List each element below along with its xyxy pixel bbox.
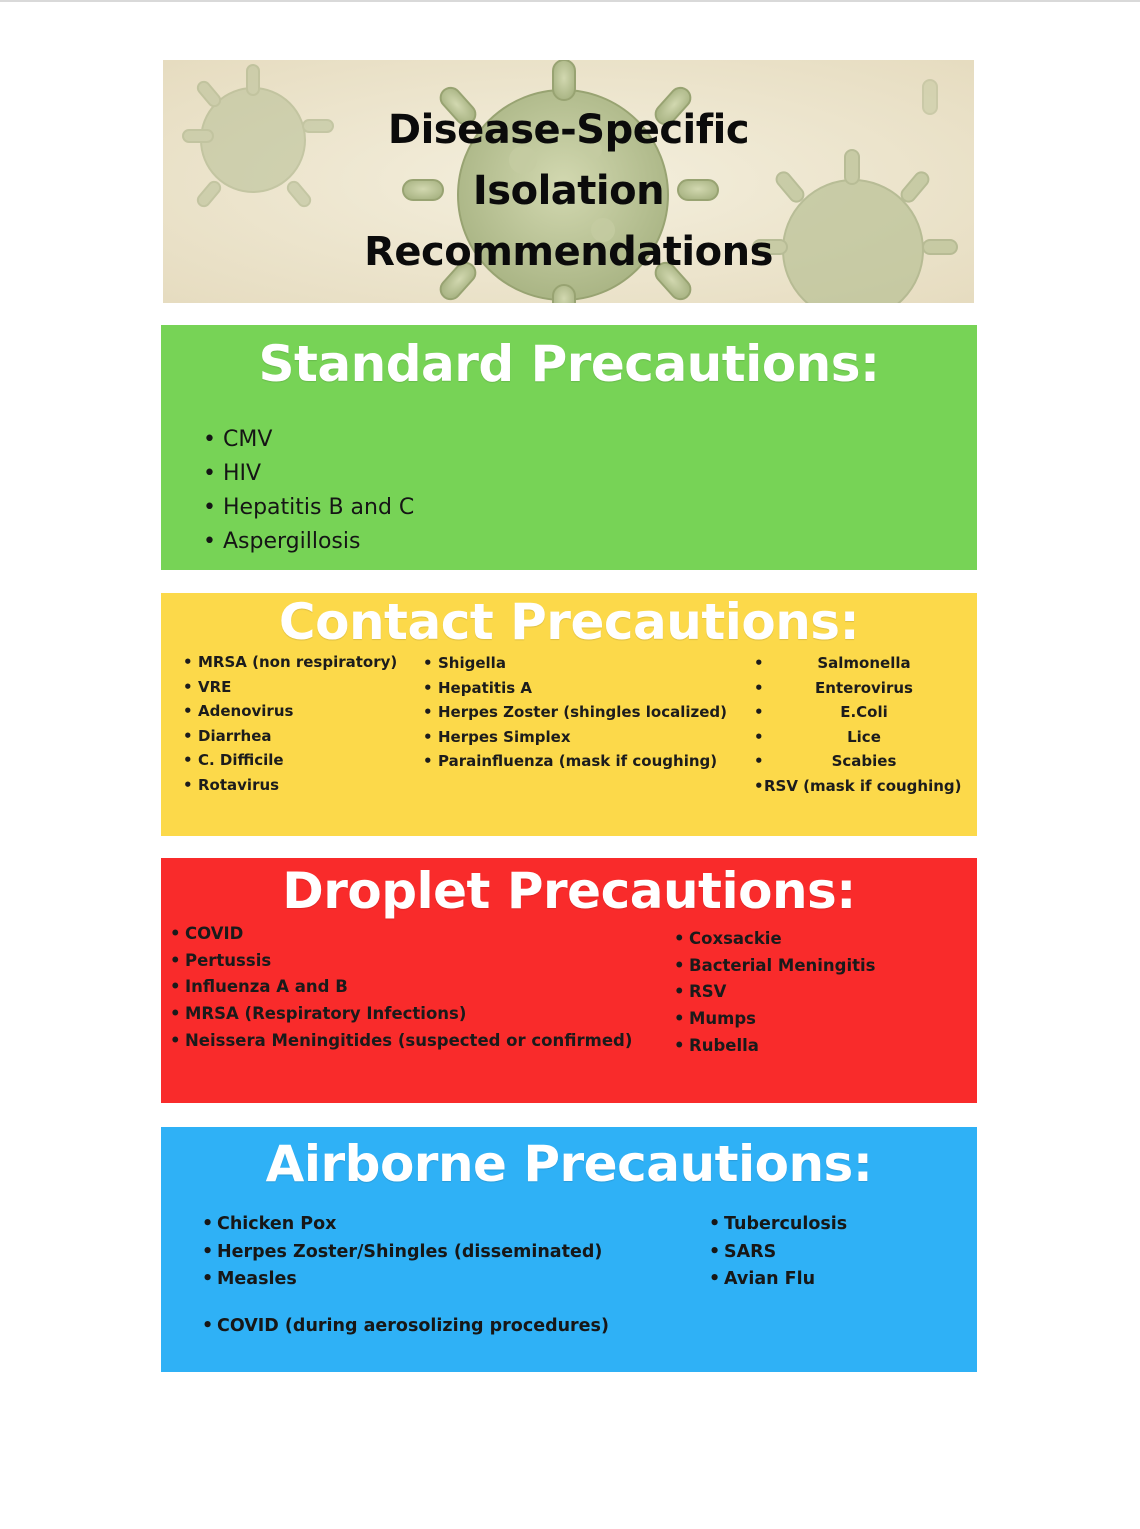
list-item: • Herpes Zoster/Shingles (disseminated) bbox=[217, 1239, 602, 1267]
section-title: Standard Precautions: bbox=[258, 335, 880, 393]
page-title bbox=[163, 100, 974, 283]
list-item: • Chicken Pox bbox=[217, 1211, 602, 1239]
contact-list-col3 bbox=[764, 651, 964, 799]
droplet-list-col1 bbox=[185, 921, 632, 1055]
airborne-list-col1 bbox=[217, 1211, 602, 1294]
list-item: • MRSA (non respiratory) bbox=[198, 650, 397, 675]
list-item: • CMV bbox=[223, 423, 414, 457]
title-line: Isolation bbox=[472, 168, 665, 214]
list-item: • RSV bbox=[689, 979, 876, 1006]
list-item: • Pertussis bbox=[185, 948, 632, 975]
list-item: • Aspergillosis bbox=[223, 525, 414, 559]
list-item: • COVID bbox=[185, 921, 632, 948]
droplet-precautions-panel bbox=[161, 858, 977, 1103]
list-item: • Rotavirus bbox=[198, 773, 397, 798]
section-title: Contact Precautions: bbox=[278, 593, 860, 651]
section-title: Droplet Precautions: bbox=[282, 862, 856, 920]
contact-list-col2 bbox=[438, 651, 727, 774]
list-item: • HIV bbox=[223, 457, 414, 491]
list-item: • Parainfluenza (mask if coughing) bbox=[438, 749, 727, 774]
list-item: • Hepatitis B and C bbox=[223, 491, 414, 525]
list-item: • Herpes Simplex bbox=[438, 725, 727, 750]
list-item: • Avian Flu bbox=[724, 1266, 847, 1294]
list-item: • RSV (mask if coughing) bbox=[764, 774, 964, 799]
top-border bbox=[0, 0, 1140, 2]
header-banner bbox=[163, 60, 974, 303]
title-line: Recommendations bbox=[364, 229, 773, 275]
list-item: • Hepatitis A bbox=[438, 676, 727, 701]
airborne-list-extra bbox=[217, 1313, 609, 1341]
list-item: • Neissera Meningitides (suspected or confirmed) bbox=[185, 1028, 632, 1055]
list-item: • Influenza A and B bbox=[185, 974, 632, 1001]
contact-precautions-panel bbox=[161, 593, 977, 836]
list-item: • Bacterial Meningitis bbox=[689, 953, 876, 980]
list-item: • MRSA (Respiratory Infections) bbox=[185, 1001, 632, 1028]
list-item: • Mumps bbox=[689, 1006, 876, 1033]
list-item: • SARS bbox=[724, 1239, 847, 1267]
list-item: • C. Difficile bbox=[198, 748, 397, 773]
section-title: Airborne Precautions: bbox=[265, 1135, 873, 1193]
list-item: • Rubella bbox=[689, 1033, 876, 1060]
list-item: • Adenovirus bbox=[198, 699, 397, 724]
standard-precautions-panel bbox=[161, 325, 977, 570]
title-line: Disease-Specific bbox=[387, 107, 750, 153]
list-item: • Tuberculosis bbox=[724, 1211, 847, 1239]
list-item: • Shigella bbox=[438, 651, 727, 676]
airborne-list-col2 bbox=[724, 1211, 847, 1294]
droplet-list-col2 bbox=[689, 926, 876, 1060]
contact-list-col1 bbox=[198, 650, 397, 798]
list-item: • VRE bbox=[198, 675, 397, 700]
list-item: • Measles bbox=[217, 1266, 602, 1294]
list-item: • Herpes Zoster (shingles localized) bbox=[438, 700, 727, 725]
list-item: • Lice bbox=[764, 725, 964, 750]
airborne-precautions-panel bbox=[161, 1127, 977, 1372]
list-item: • Diarrhea bbox=[198, 724, 397, 749]
list-item: • E.Coli bbox=[764, 700, 964, 725]
list-item: • Salmonella bbox=[764, 651, 964, 676]
list-item: • Enterovirus bbox=[764, 676, 964, 701]
standard-list bbox=[223, 423, 414, 559]
list-item: • Coxsackie bbox=[689, 926, 876, 953]
list-item: • COVID (during aerosolizing procedures) bbox=[217, 1313, 609, 1341]
list-item: • Scabies bbox=[764, 749, 964, 774]
